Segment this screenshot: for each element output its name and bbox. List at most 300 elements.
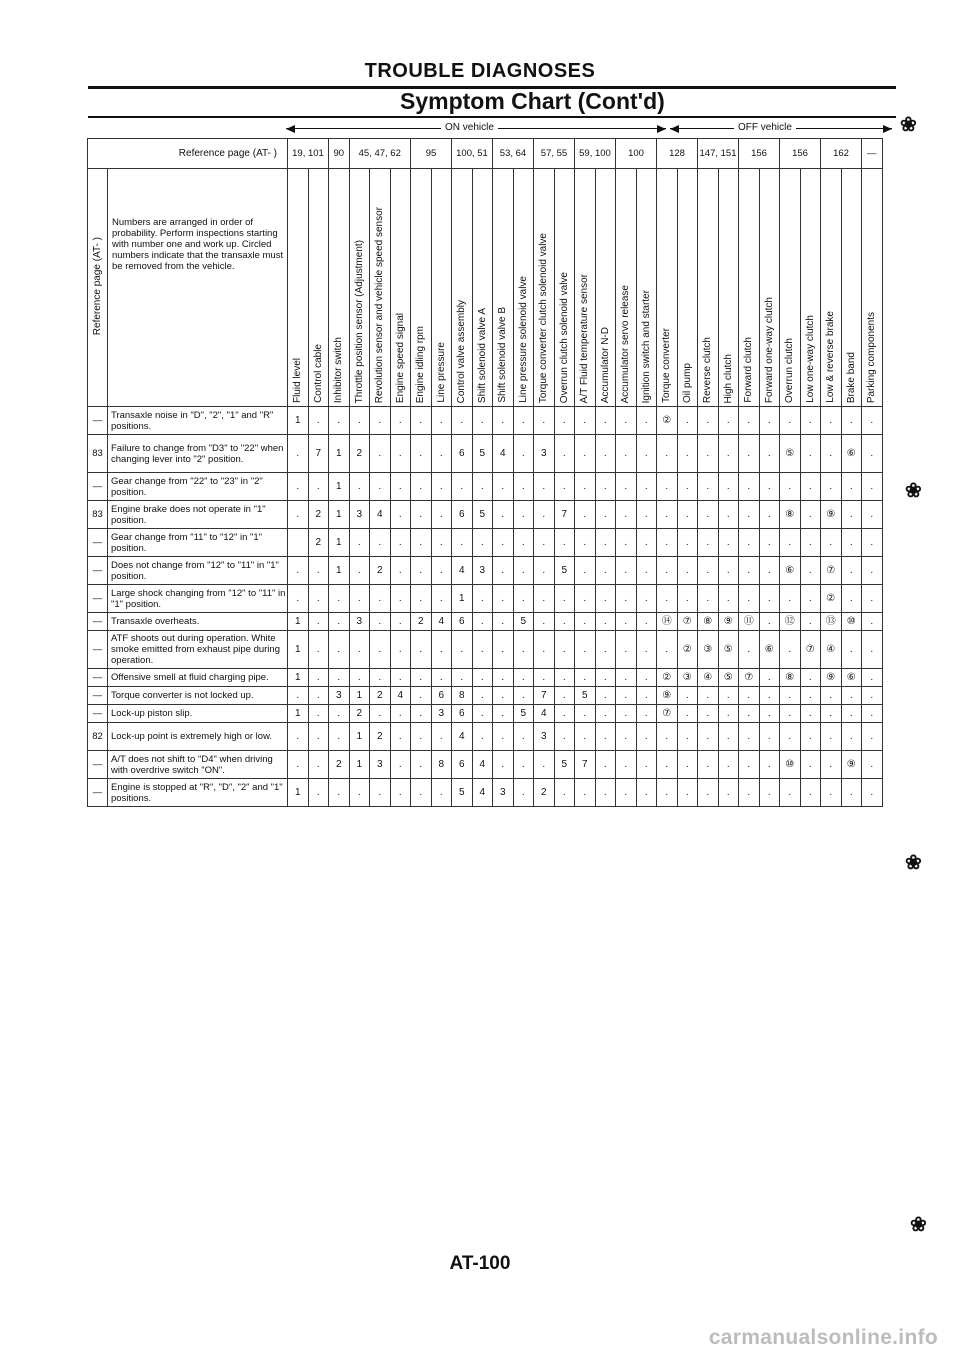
probability-cell: .: [677, 557, 698, 585]
probability-cell: ②: [677, 631, 698, 669]
column-header: [657, 169, 678, 407]
probability-cell: .: [390, 779, 411, 807]
probability-cell: .: [575, 613, 596, 631]
reference-page-cell: 128: [657, 139, 698, 169]
row-reference-page: —: [88, 529, 108, 557]
probability-cell: .: [759, 687, 780, 705]
probability-cell: .: [677, 435, 698, 473]
probability-cell: .: [616, 585, 637, 613]
probability-cell: .: [821, 407, 842, 435]
probability-cell: 4: [472, 779, 493, 807]
column-header: [862, 169, 883, 407]
probability-cell: .: [739, 705, 760, 723]
probability-cell: 4: [370, 501, 391, 529]
probability-cell: ⑤: [718, 669, 739, 687]
probability-cell: ③: [698, 631, 719, 669]
probability-cell: 8: [452, 687, 473, 705]
probability-cell: .: [718, 705, 739, 723]
probability-cell: .: [390, 669, 411, 687]
probability-cell: .: [821, 723, 842, 751]
probability-cell: .: [718, 687, 739, 705]
column-header-label: Parking components: [866, 311, 878, 403]
probability-cell: .: [554, 687, 575, 705]
probability-cell: 4: [431, 613, 452, 631]
symptom-description: Lock-up point is extremely high or low.: [108, 723, 288, 751]
symptom-description: A/T does not shift to "D4" when driving with overdrive switch "ON".: [108, 751, 288, 779]
probability-cell: .: [821, 751, 842, 779]
binding-mark: ❀: [910, 1214, 927, 1236]
probability-cell: .: [841, 407, 862, 435]
probability-cell: .: [800, 501, 821, 529]
probability-cell: .: [288, 687, 309, 705]
probability-cell: .: [759, 585, 780, 613]
probability-cell: .: [759, 613, 780, 631]
probability-cell: 7: [534, 687, 555, 705]
probability-cell: .: [308, 585, 329, 613]
probability-cell: .: [595, 613, 616, 631]
probability-cell: ⑥: [759, 631, 780, 669]
column-header: [800, 169, 821, 407]
probability-cell: .: [616, 705, 637, 723]
probability-cell: .: [554, 631, 575, 669]
probability-cell: [288, 529, 309, 557]
symptom-description: Gear change from "22" to "23" in "2" position.: [108, 473, 288, 501]
column-header-label: Line pressure solenoid valve: [517, 276, 529, 403]
probability-cell: .: [677, 585, 698, 613]
probability-cell: .: [595, 779, 616, 807]
row-reference-page: —: [88, 779, 108, 807]
probability-cell: .: [431, 585, 452, 613]
probability-cell: ⑩: [780, 751, 801, 779]
symptom-description: Gear change from "11" to "12" in "1" position.: [108, 529, 288, 557]
probability-cell: ⑤: [780, 435, 801, 473]
probability-cell: .: [411, 501, 432, 529]
probability-cell: .: [739, 723, 760, 751]
reference-page-cell: 45, 47, 62: [349, 139, 411, 169]
probability-cell: 6: [452, 435, 473, 473]
probability-cell: 6: [452, 705, 473, 723]
probability-cell: .: [431, 435, 452, 473]
probability-cell: 1: [288, 779, 309, 807]
column-header: [759, 169, 780, 407]
probability-cell: .: [862, 557, 883, 585]
probability-cell: .: [329, 723, 350, 751]
probability-cell: .: [595, 585, 616, 613]
probability-cell: .: [554, 613, 575, 631]
probability-cell: .: [698, 435, 719, 473]
probability-cell: .: [595, 669, 616, 687]
probability-cell: .: [636, 501, 657, 529]
probability-cell: .: [390, 751, 411, 779]
probability-cell: 6: [452, 751, 473, 779]
probability-cell: ⑦: [739, 669, 760, 687]
probability-cell: 1: [329, 473, 350, 501]
probability-cell: .: [370, 435, 391, 473]
column-header-label: Low & reverse brake: [825, 311, 837, 403]
probability-cell: 5: [452, 779, 473, 807]
probability-cell: .: [677, 687, 698, 705]
probability-cell: .: [288, 585, 309, 613]
probability-cell: .: [616, 751, 637, 779]
probability-cell: .: [493, 631, 514, 669]
column-header: [739, 169, 760, 407]
probability-cell: .: [862, 613, 883, 631]
probability-cell: 3: [534, 435, 555, 473]
probability-cell: .: [780, 473, 801, 501]
probability-cell: .: [370, 705, 391, 723]
probability-cell: .: [657, 435, 678, 473]
probability-cell: 1: [288, 669, 309, 687]
section-title: TROUBLE DIAGNOSES: [364, 60, 596, 82]
probability-cell: 4: [390, 687, 411, 705]
probability-cell: .: [308, 751, 329, 779]
symptom-row: [88, 751, 883, 779]
probability-cell: .: [616, 723, 637, 751]
probability-cell: .: [575, 705, 596, 723]
probability-cell: .: [800, 705, 821, 723]
probability-cell: 1: [288, 613, 309, 631]
column-header-label: Fluid level: [292, 357, 304, 403]
probability-cell: .: [431, 557, 452, 585]
probability-cell: .: [616, 435, 637, 473]
off-vehicle-label: OFF vehicle: [734, 122, 796, 133]
probability-cell: 7: [575, 751, 596, 779]
probability-cell: .: [308, 705, 329, 723]
probability-cell: 3: [493, 779, 514, 807]
symptom-row: [88, 529, 883, 557]
probability-cell: .: [534, 585, 555, 613]
probability-cell: .: [554, 723, 575, 751]
probability-cell: .: [575, 779, 596, 807]
probability-cell: .: [657, 779, 678, 807]
reference-page-cell: 90: [329, 139, 350, 169]
probability-cell: .: [616, 529, 637, 557]
probability-cell: 7: [308, 435, 329, 473]
probability-cell: .: [862, 585, 883, 613]
probability-cell: .: [718, 435, 739, 473]
probability-cell: .: [800, 613, 821, 631]
row-reference-page: 83: [88, 435, 108, 473]
probability-cell: .: [718, 779, 739, 807]
probability-cell: .: [800, 687, 821, 705]
symptom-description: Offensive smell at fluid charging pipe.: [108, 669, 288, 687]
probability-cell: 2: [370, 557, 391, 585]
probability-cell: .: [698, 687, 719, 705]
probability-cell: .: [493, 723, 514, 751]
column-header-label: Engine idling rpm: [415, 325, 427, 403]
column-header: [534, 169, 555, 407]
probability-cell: .: [739, 585, 760, 613]
probability-cell: 6: [452, 501, 473, 529]
column-header: [554, 169, 575, 407]
probability-cell: .: [370, 669, 391, 687]
probability-cell: .: [636, 779, 657, 807]
probability-cell: .: [513, 687, 534, 705]
probability-cell: .: [636, 585, 657, 613]
probability-cell: 4: [534, 705, 555, 723]
probability-cell: .: [534, 529, 555, 557]
probability-cell: .: [534, 751, 555, 779]
probability-cell: 5: [554, 557, 575, 585]
probability-cell: .: [554, 779, 575, 807]
probability-cell: .: [616, 501, 637, 529]
probability-cell: .: [513, 751, 534, 779]
probability-cell: ③: [677, 669, 698, 687]
probability-cell: .: [657, 751, 678, 779]
probability-cell: 5: [472, 501, 493, 529]
probability-cell: 1: [288, 705, 309, 723]
probability-cell: .: [636, 407, 657, 435]
probability-cell: .: [759, 723, 780, 751]
probability-cell: ⑨: [718, 613, 739, 631]
probability-cell: .: [636, 687, 657, 705]
probability-cell: .: [513, 585, 534, 613]
column-header-label: Brake band: [845, 351, 857, 403]
probability-cell: .: [349, 407, 370, 435]
probability-cell: .: [677, 723, 698, 751]
probability-cell: .: [493, 529, 514, 557]
probability-cell: .: [575, 585, 596, 613]
probability-cell: .: [657, 473, 678, 501]
probability-cell: .: [636, 473, 657, 501]
probability-cell: .: [431, 631, 452, 669]
probability-cell: 3: [370, 751, 391, 779]
column-header-label: Revolution sensor and vehicle speed sensor: [374, 206, 386, 403]
probability-cell: .: [780, 779, 801, 807]
probability-cell: .: [493, 585, 514, 613]
probability-cell: .: [595, 723, 616, 751]
symptom-row: [88, 613, 883, 631]
probability-cell: .: [329, 631, 350, 669]
probability-cell: .: [841, 501, 862, 529]
probability-cell: .: [329, 669, 350, 687]
probability-cell: .: [349, 779, 370, 807]
column-header: [595, 169, 616, 407]
probability-cell: .: [780, 705, 801, 723]
probability-cell: .: [472, 723, 493, 751]
probability-cell: .: [595, 705, 616, 723]
column-header: [677, 169, 698, 407]
probability-cell: .: [493, 557, 514, 585]
probability-cell: .: [534, 557, 555, 585]
probability-cell: .: [575, 723, 596, 751]
probability-cell: .: [390, 613, 411, 631]
probability-cell: ⑨: [821, 501, 842, 529]
probability-cell: 4: [452, 723, 473, 751]
binding-mark: ❀: [905, 480, 922, 502]
probability-cell: .: [841, 631, 862, 669]
probability-cell: 1: [288, 407, 309, 435]
probability-cell: .: [800, 723, 821, 751]
probability-cell: .: [677, 473, 698, 501]
probability-cell: .: [370, 407, 391, 435]
symptom-row: [88, 779, 883, 807]
probability-cell: .: [718, 751, 739, 779]
probability-cell: .: [698, 751, 719, 779]
column-header: [841, 169, 862, 407]
probability-cell: .: [493, 407, 514, 435]
reference-page-cell: 100: [616, 139, 657, 169]
probability-cell: 1: [329, 501, 350, 529]
probability-cell: .: [452, 473, 473, 501]
probability-cell: .: [513, 779, 534, 807]
probability-cell: 5: [472, 435, 493, 473]
probability-cell: ⑦: [657, 705, 678, 723]
probability-cell: .: [800, 669, 821, 687]
column-header-label: Ignition switch and starter: [640, 289, 652, 403]
probability-cell: .: [657, 631, 678, 669]
probability-cell: .: [329, 585, 350, 613]
probability-cell: .: [862, 779, 883, 807]
probability-cell: .: [800, 473, 821, 501]
probability-cell: 1: [349, 723, 370, 751]
probability-cell: 5: [554, 751, 575, 779]
column-header: [329, 169, 350, 407]
probability-cell: .: [698, 779, 719, 807]
probability-cell: .: [821, 435, 842, 473]
column-header: [575, 169, 596, 407]
probability-cell: .: [821, 473, 842, 501]
probability-cell: .: [821, 687, 842, 705]
probability-cell: .: [677, 779, 698, 807]
probability-cell: .: [390, 473, 411, 501]
probability-cell: .: [534, 407, 555, 435]
probability-cell: .: [308, 723, 329, 751]
probability-cell: .: [349, 557, 370, 585]
reference-page-cell: —: [862, 139, 883, 169]
column-header-label: Throttle position sensor (Adjustment): [353, 239, 365, 403]
probability-cell: .: [288, 435, 309, 473]
probability-cell: .: [390, 631, 411, 669]
probability-cell: .: [862, 687, 883, 705]
row-reference-page: —: [88, 631, 108, 669]
column-header: [636, 169, 657, 407]
probability-cell: .: [739, 687, 760, 705]
column-header-label: Overrun clutch: [784, 337, 796, 403]
probability-cell: 2: [329, 751, 350, 779]
probability-cell: .: [739, 529, 760, 557]
probability-cell: .: [472, 407, 493, 435]
probability-cell: .: [616, 557, 637, 585]
probability-cell: .: [595, 687, 616, 705]
probability-cell: .: [390, 723, 411, 751]
probability-note: Numbers are arranged in order of probability. Perform inspections starting with number one and work up. Circled numbers indicate that the transaxle must be removed from the vehicle.: [108, 169, 288, 407]
probability-cell: .: [370, 585, 391, 613]
probability-cell: .: [452, 529, 473, 557]
probability-cell: 5: [513, 705, 534, 723]
probability-cell: ⑬: [821, 613, 842, 631]
probability-cell: 2: [370, 723, 391, 751]
probability-cell: .: [472, 473, 493, 501]
row-reference-page: —: [88, 705, 108, 723]
probability-cell: .: [288, 723, 309, 751]
probability-cell: .: [698, 723, 719, 751]
row-reference-page: —: [88, 557, 108, 585]
symptom-description: Torque converter is not locked up.: [108, 687, 288, 705]
probability-cell: .: [308, 613, 329, 631]
probability-cell: 6: [431, 687, 452, 705]
probability-cell: .: [677, 705, 698, 723]
column-header-label: Overrun clutch solenoid valve: [558, 271, 570, 403]
probability-cell: 6: [452, 613, 473, 631]
reference-page-cell: 59, 100: [575, 139, 616, 169]
probability-cell: .: [493, 751, 514, 779]
probability-cell: .: [411, 779, 432, 807]
probability-cell: .: [575, 435, 596, 473]
probability-cell: .: [636, 613, 657, 631]
probability-cell: .: [718, 407, 739, 435]
probability-cell: .: [595, 407, 616, 435]
probability-cell: .: [657, 501, 678, 529]
column-header: [616, 169, 637, 407]
probability-cell: .: [616, 779, 637, 807]
reference-page-cell: 19, 101: [288, 139, 329, 169]
probability-cell: .: [349, 585, 370, 613]
probability-cell: .: [698, 585, 719, 613]
probability-cell: .: [616, 687, 637, 705]
probability-cell: .: [575, 501, 596, 529]
probability-cell: .: [698, 705, 719, 723]
row-reference-page: —: [88, 687, 108, 705]
probability-cell: .: [431, 779, 452, 807]
probability-cell: .: [739, 779, 760, 807]
probability-cell: .: [698, 501, 719, 529]
probability-cell: .: [411, 705, 432, 723]
probability-cell: .: [431, 407, 452, 435]
probability-cell: .: [349, 669, 370, 687]
symptom-description: Does not change from "12" to "11" in "1" position.: [108, 557, 288, 585]
symptom-row: [88, 435, 883, 473]
probability-cell: .: [636, 723, 657, 751]
row-reference-page: —: [88, 585, 108, 613]
symptom-description: Engine brake does not operate in "1" position.: [108, 501, 288, 529]
probability-cell: .: [841, 529, 862, 557]
probability-cell: .: [554, 669, 575, 687]
probability-cell: .: [759, 435, 780, 473]
probability-cell: .: [472, 529, 493, 557]
probability-cell: .: [759, 529, 780, 557]
probability-cell: .: [370, 529, 391, 557]
probability-cell: .: [800, 557, 821, 585]
symptom-row: [88, 669, 883, 687]
probability-cell: .: [288, 557, 309, 585]
probability-cell: .: [390, 435, 411, 473]
probability-cell: 2: [534, 779, 555, 807]
page-number: AT-100: [449, 1253, 511, 1274]
probability-cell: ⑥: [841, 669, 862, 687]
row-reference-page: 83: [88, 501, 108, 529]
column-header-label: Control cable: [312, 344, 324, 403]
column-header: [288, 169, 309, 407]
probability-cell: ⑪: [739, 613, 760, 631]
probability-cell: .: [411, 669, 432, 687]
probability-cell: .: [841, 779, 862, 807]
probability-cell: .: [718, 585, 739, 613]
probability-cell: .: [411, 687, 432, 705]
probability-cell: .: [821, 705, 842, 723]
probability-cell: .: [862, 435, 883, 473]
probability-cell: .: [513, 669, 534, 687]
reference-page-cell: 57, 55: [534, 139, 575, 169]
probability-cell: ⑫: [780, 613, 801, 631]
probability-cell: .: [616, 473, 637, 501]
chart-title: Symptom Chart (Cont'd): [400, 88, 665, 114]
probability-cell: .: [493, 613, 514, 631]
reference-page-cell: 53, 64: [493, 139, 534, 169]
probability-cell: .: [636, 529, 657, 557]
probability-cell: .: [411, 557, 432, 585]
probability-cell: .: [472, 687, 493, 705]
